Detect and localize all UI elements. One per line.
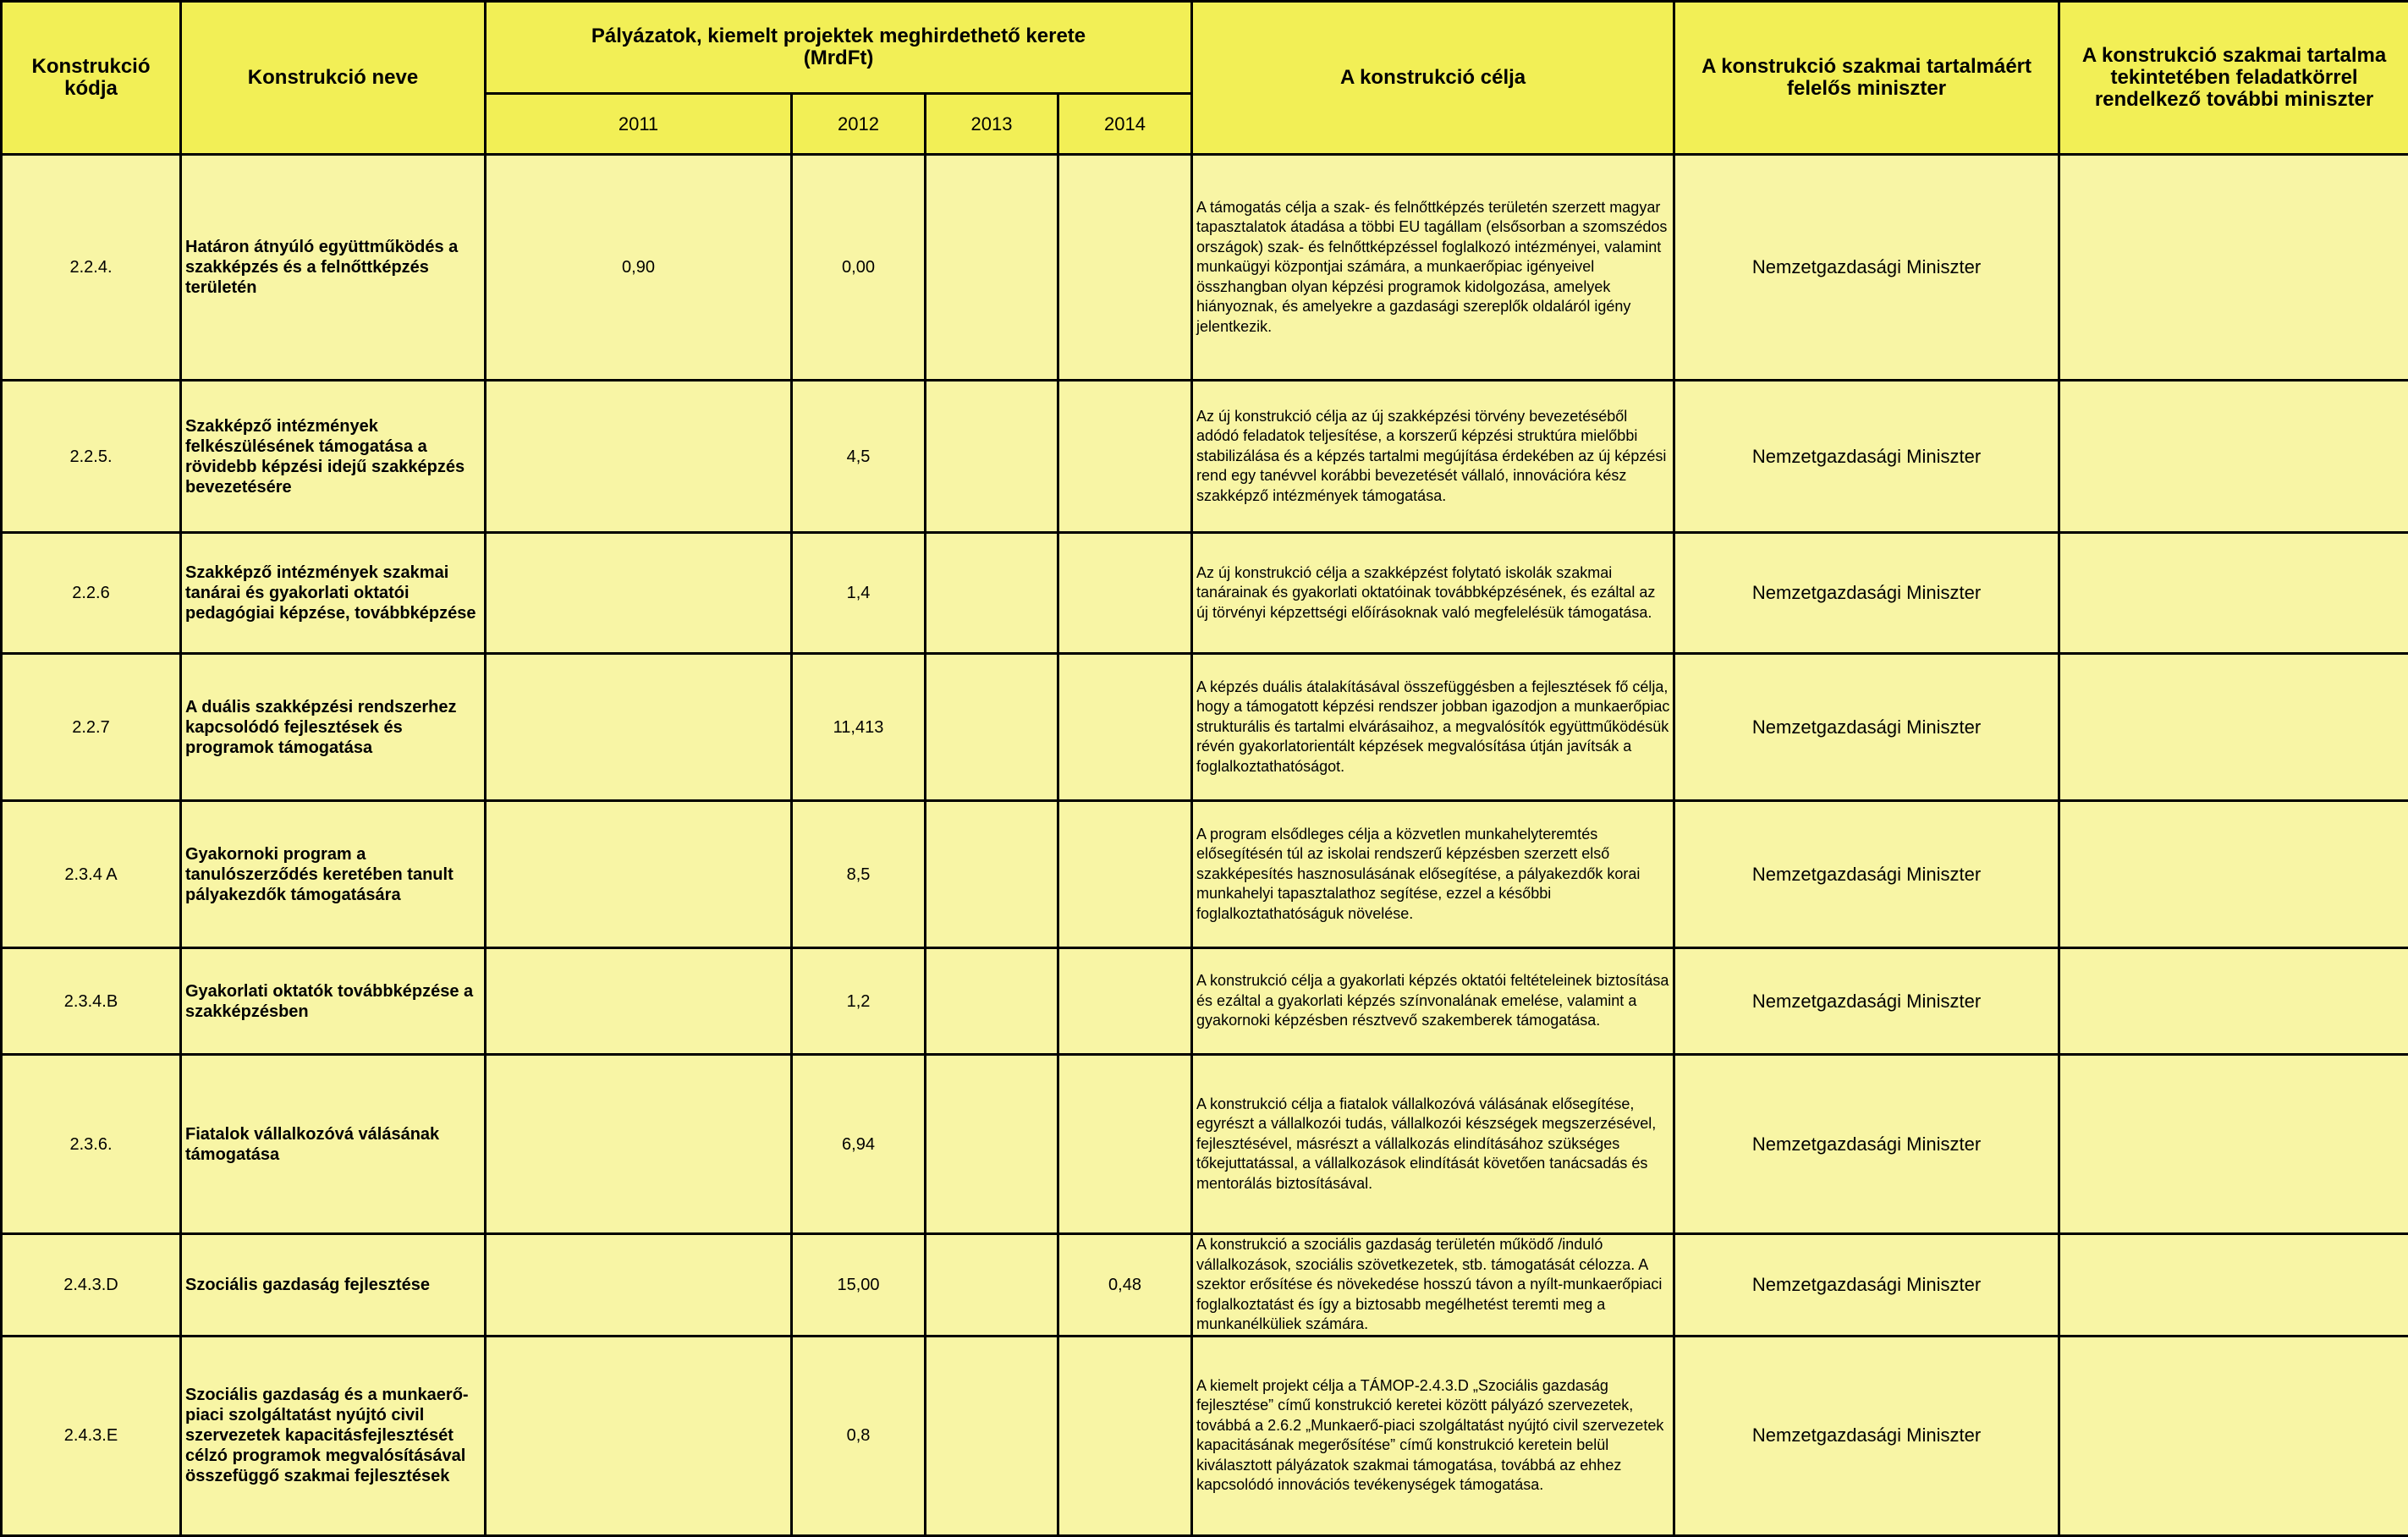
row-code: 2.3.4.B: [2, 948, 181, 1055]
row-value-2014: [1058, 801, 1192, 948]
row-name: Gyakornoki program a tanulószerződés keretében tanult pályakezdők támogatására: [181, 801, 486, 948]
row-goal: A konstrukció a szociális gazdaság területén működő /induló vállalkozások, szociális szövetkezetek, stb. támogatását célozza. A szektor erősítése és növekedése hosszú távon a nyílt-munkaerőpiaci foglalkoztatást és így a biztosabb megélhetést teremti meg a munkanélküliek számára.: [1192, 1234, 1674, 1337]
row-value-2013: [926, 654, 1058, 801]
row-goal: Az új konstrukció célja az új szakképzési törvény bevezetéséből adódó feladatok teljesítése, a korszerű képzési struktúra mielőbbi stabilizálása és a képzés tartalmi megújítása érdekében az új képzési rend egy tanévvel korábbi bevezetését vállaló, innovációra kész szakképző intézmények támogatása.: [1192, 381, 1674, 533]
row-value-2013: [926, 948, 1058, 1055]
row-code: 2.2.5.: [2, 381, 181, 533]
row-value-2014: [1058, 654, 1192, 801]
row-minister: Nemzetgazdasági Miniszter: [1674, 381, 2059, 533]
row-value-2012: 4,5: [792, 381, 926, 533]
row-value-2013: [926, 1055, 1058, 1234]
row-value-2012: 1,4: [792, 533, 926, 654]
row-code: 2.2.7: [2, 654, 181, 801]
header-minister: A konstrukció szakmai tartalmáért felelős miniszter: [1674, 2, 2059, 155]
header-budget: Pályázatok, kiemelt projektek meghirdethető kerete (MrdFt): [486, 2, 1192, 94]
header-year-2011: 2011: [486, 94, 792, 155]
header-code: Konstrukció kódja: [2, 2, 181, 155]
row-value-2014: [1058, 381, 1192, 533]
row-name: Szakképző intézmények szakmai tanárai és gyakorlati oktatói pedagógiai képzése, továbbképzése: [181, 533, 486, 654]
row-minister: Nemzetgazdasági Miniszter: [1674, 948, 2059, 1055]
table-row: [2, 1336, 2408, 1535]
row-other-minister: [2059, 948, 2408, 1055]
row-value-2011: 0,90: [486, 155, 792, 381]
row-goal: A program elsődleges célja a közvetlen munkahelyteremtés elősegítésén túl az iskolai rendszerű képzésben szerzett első szakképesítés hasznosulásának elősegítése, a pályakezdők korai munkahelyi tapasztalathoz segítése, ezzel a későbbi foglalkoztathatóságuk növelése.: [1192, 801, 1674, 948]
row-code: 2.4.3.D: [2, 1234, 181, 1337]
row-value-2012: 0,8: [792, 1336, 926, 1535]
row-value-2014: [1058, 155, 1192, 381]
row-value-2012: 11,413: [792, 654, 926, 801]
row-minister: Nemzetgazdasági Miniszter: [1674, 533, 2059, 654]
row-code: 2.2.4.: [2, 155, 181, 381]
header-year-2013: 2013: [926, 94, 1058, 155]
row-name: Gyakorlati oktatók továbbképzése a szakképzésben: [181, 948, 486, 1055]
row-goal: A konstrukció célja a gyakorlati képzés oktatói feltételeinek biztosítása és ezáltal a gyakorlati képzés színvonalának emelése, valamint a gyakornoki képzésben résztvevő szakemberek támogatása.: [1192, 948, 1674, 1055]
row-value-2012: 0,00: [792, 155, 926, 381]
row-other-minister: [2059, 801, 2408, 948]
header-year-2012: 2012: [792, 94, 926, 155]
row-value-2011: [486, 533, 792, 654]
row-minister: Nemzetgazdasági Miniszter: [1674, 1055, 2059, 1234]
row-minister: Nemzetgazdasági Miniszter: [1674, 801, 2059, 948]
row-other-minister: [2059, 654, 2408, 801]
row-value-2013: [926, 381, 1058, 533]
row-value-2011: [486, 1234, 792, 1337]
row-goal: A képzés duális átalakításával összefüggésben a fejlesztések fő célja, hogy a támogatott képzési rendszer jobban igazodjon a munkaerőpiac strukturális és tartalmi elvárásaihoz, a megvalósítók együttműködésük révén gyakorlatorientált képzések megvalósítása útján javítsák a foglalkoztathatóságot.: [1192, 654, 1674, 801]
table-row: [2, 1234, 2408, 1337]
row-value-2012: 8,5: [792, 801, 926, 948]
row-name: Fiatalok vállalkozóvá válásának támogatása: [181, 1055, 486, 1234]
table-row: [2, 533, 2408, 654]
row-other-minister: [2059, 1055, 2408, 1234]
row-value-2013: [926, 801, 1058, 948]
row-value-2011: [486, 654, 792, 801]
row-value-2011: [486, 1055, 792, 1234]
table-row: [2, 1055, 2408, 1234]
row-value-2014: [1058, 1055, 1192, 1234]
row-other-minister: [2059, 155, 2408, 381]
row-value-2014: [1058, 1336, 1192, 1535]
row-code: 2.3.4 A: [2, 801, 181, 948]
row-minister: Nemzetgazdasági Miniszter: [1674, 654, 2059, 801]
row-name: Szakképző intézmények felkészülésének támogatása a rövidebb képzési idejű szakképzés bevezetésére: [181, 381, 486, 533]
row-value-2013: [926, 1336, 1058, 1535]
row-value-2014: 0,48: [1058, 1234, 1192, 1337]
row-value-2011: [486, 1336, 792, 1535]
row-value-2012: 6,94: [792, 1055, 926, 1234]
row-value-2011: [486, 801, 792, 948]
table-row: [2, 155, 2408, 381]
row-minister: Nemzetgazdasági Miniszter: [1674, 1234, 2059, 1337]
row-code: 2.2.6: [2, 533, 181, 654]
table-row: [2, 801, 2408, 948]
row-value-2014: [1058, 948, 1192, 1055]
row-goal: A támogatás célja a szak- és felnőttképzés területén szerzett magyar tapasztalatok átadása a többi EU tagállam (elsősorban a szomszédos országok) szak- és felnőttképzéssel foglalkozó intézményei, valamint munkaügyi központjai számára, a munkaerőpiac igényeivel összhangban olyan képzési programok kidolgozása, amelyek hiányoznak, és amelyekre a gazdasági szereplők oldaláról igény jelentkezik.: [1192, 155, 1674, 381]
row-other-minister: [2059, 1234, 2408, 1337]
row-value-2011: [486, 948, 792, 1055]
row-goal: A kiemelt projekt célja a TÁMOP-2.4.3.D „Szociális gazdaság fejlesztése” című konstrukció keretei között pályázó szervezetek, továbbá a 2.6.2 „Munkaerő-piaci szolgáltatást nyújtó civil szervezetek kapacitásának megerősítése” című konstrukció keretein belül kiválasztott pályázatok szakmai támogatása, továbbá az ehhez kapcsolódó innovációs tevékenységek támogatása.: [1192, 1336, 1674, 1535]
table-row: [2, 381, 2408, 533]
table-body: [2, 155, 2408, 1536]
row-value-2011: [486, 381, 792, 533]
row-name: Szociális gazdaság fejlesztése: [181, 1234, 486, 1337]
table-row: [2, 654, 2408, 801]
row-name: Szociális gazdaság és a munkaerő-piaci szolgáltatást nyújtó civil szervezetek kapacitásfejlesztését célzó programok megvalósításával összefüggő szakmai fejlesztések: [181, 1336, 486, 1535]
row-value-2013: [926, 1234, 1058, 1337]
row-value-2014: [1058, 533, 1192, 654]
row-value-2013: [926, 155, 1058, 381]
row-value-2013: [926, 533, 1058, 654]
row-name: A duális szakképzési rendszerhez kapcsolódó fejlesztések és programok támogatása: [181, 654, 486, 801]
header-name: Konstrukció neve: [181, 2, 486, 155]
row-other-minister: [2059, 533, 2408, 654]
row-other-minister: [2059, 1336, 2408, 1535]
table-row: [2, 948, 2408, 1055]
row-minister: Nemzetgazdasági Miniszter: [1674, 1336, 2059, 1535]
row-value-2012: 1,2: [792, 948, 926, 1055]
row-goal: Az új konstrukció célja a szakképzést folytató iskolák szakmai tanárainak és gyakorlati oktatóinak továbbképzésének, és ezáltal az új törvényi képzettségi előírásoknak való megfelelésük támogatása.: [1192, 533, 1674, 654]
header-goal: A konstrukció célja: [1192, 2, 1674, 155]
row-name: Határon átnyúló együttműködés a szakképzés és a felnőttképzés területén: [181, 155, 486, 381]
row-value-2012: 15,00: [792, 1234, 926, 1337]
row-goal: A konstrukció célja a fiatalok vállalkozóvá válásának elősegítése, egyrészt a vállalkozói tudás, vállalkozói készségek megszerzésével, fejlesztésével, másrészt a vállalkozás elindításához szükséges tőkejuttatással, a vállalkozások elindítását követően tanácsadás és mentorálás biztosításával.: [1192, 1055, 1674, 1234]
row-code: 2.4.3.E: [2, 1336, 181, 1535]
row-other-minister: [2059, 381, 2408, 533]
row-code: 2.3.6.: [2, 1055, 181, 1234]
row-minister: Nemzetgazdasági Miniszter: [1674, 155, 2059, 381]
header-other-minister: A konstrukció szakmai tartalma tekintetében feladatkörrel rendelkező további miniszter: [2059, 2, 2408, 155]
header-year-2014: 2014: [1058, 94, 1192, 155]
